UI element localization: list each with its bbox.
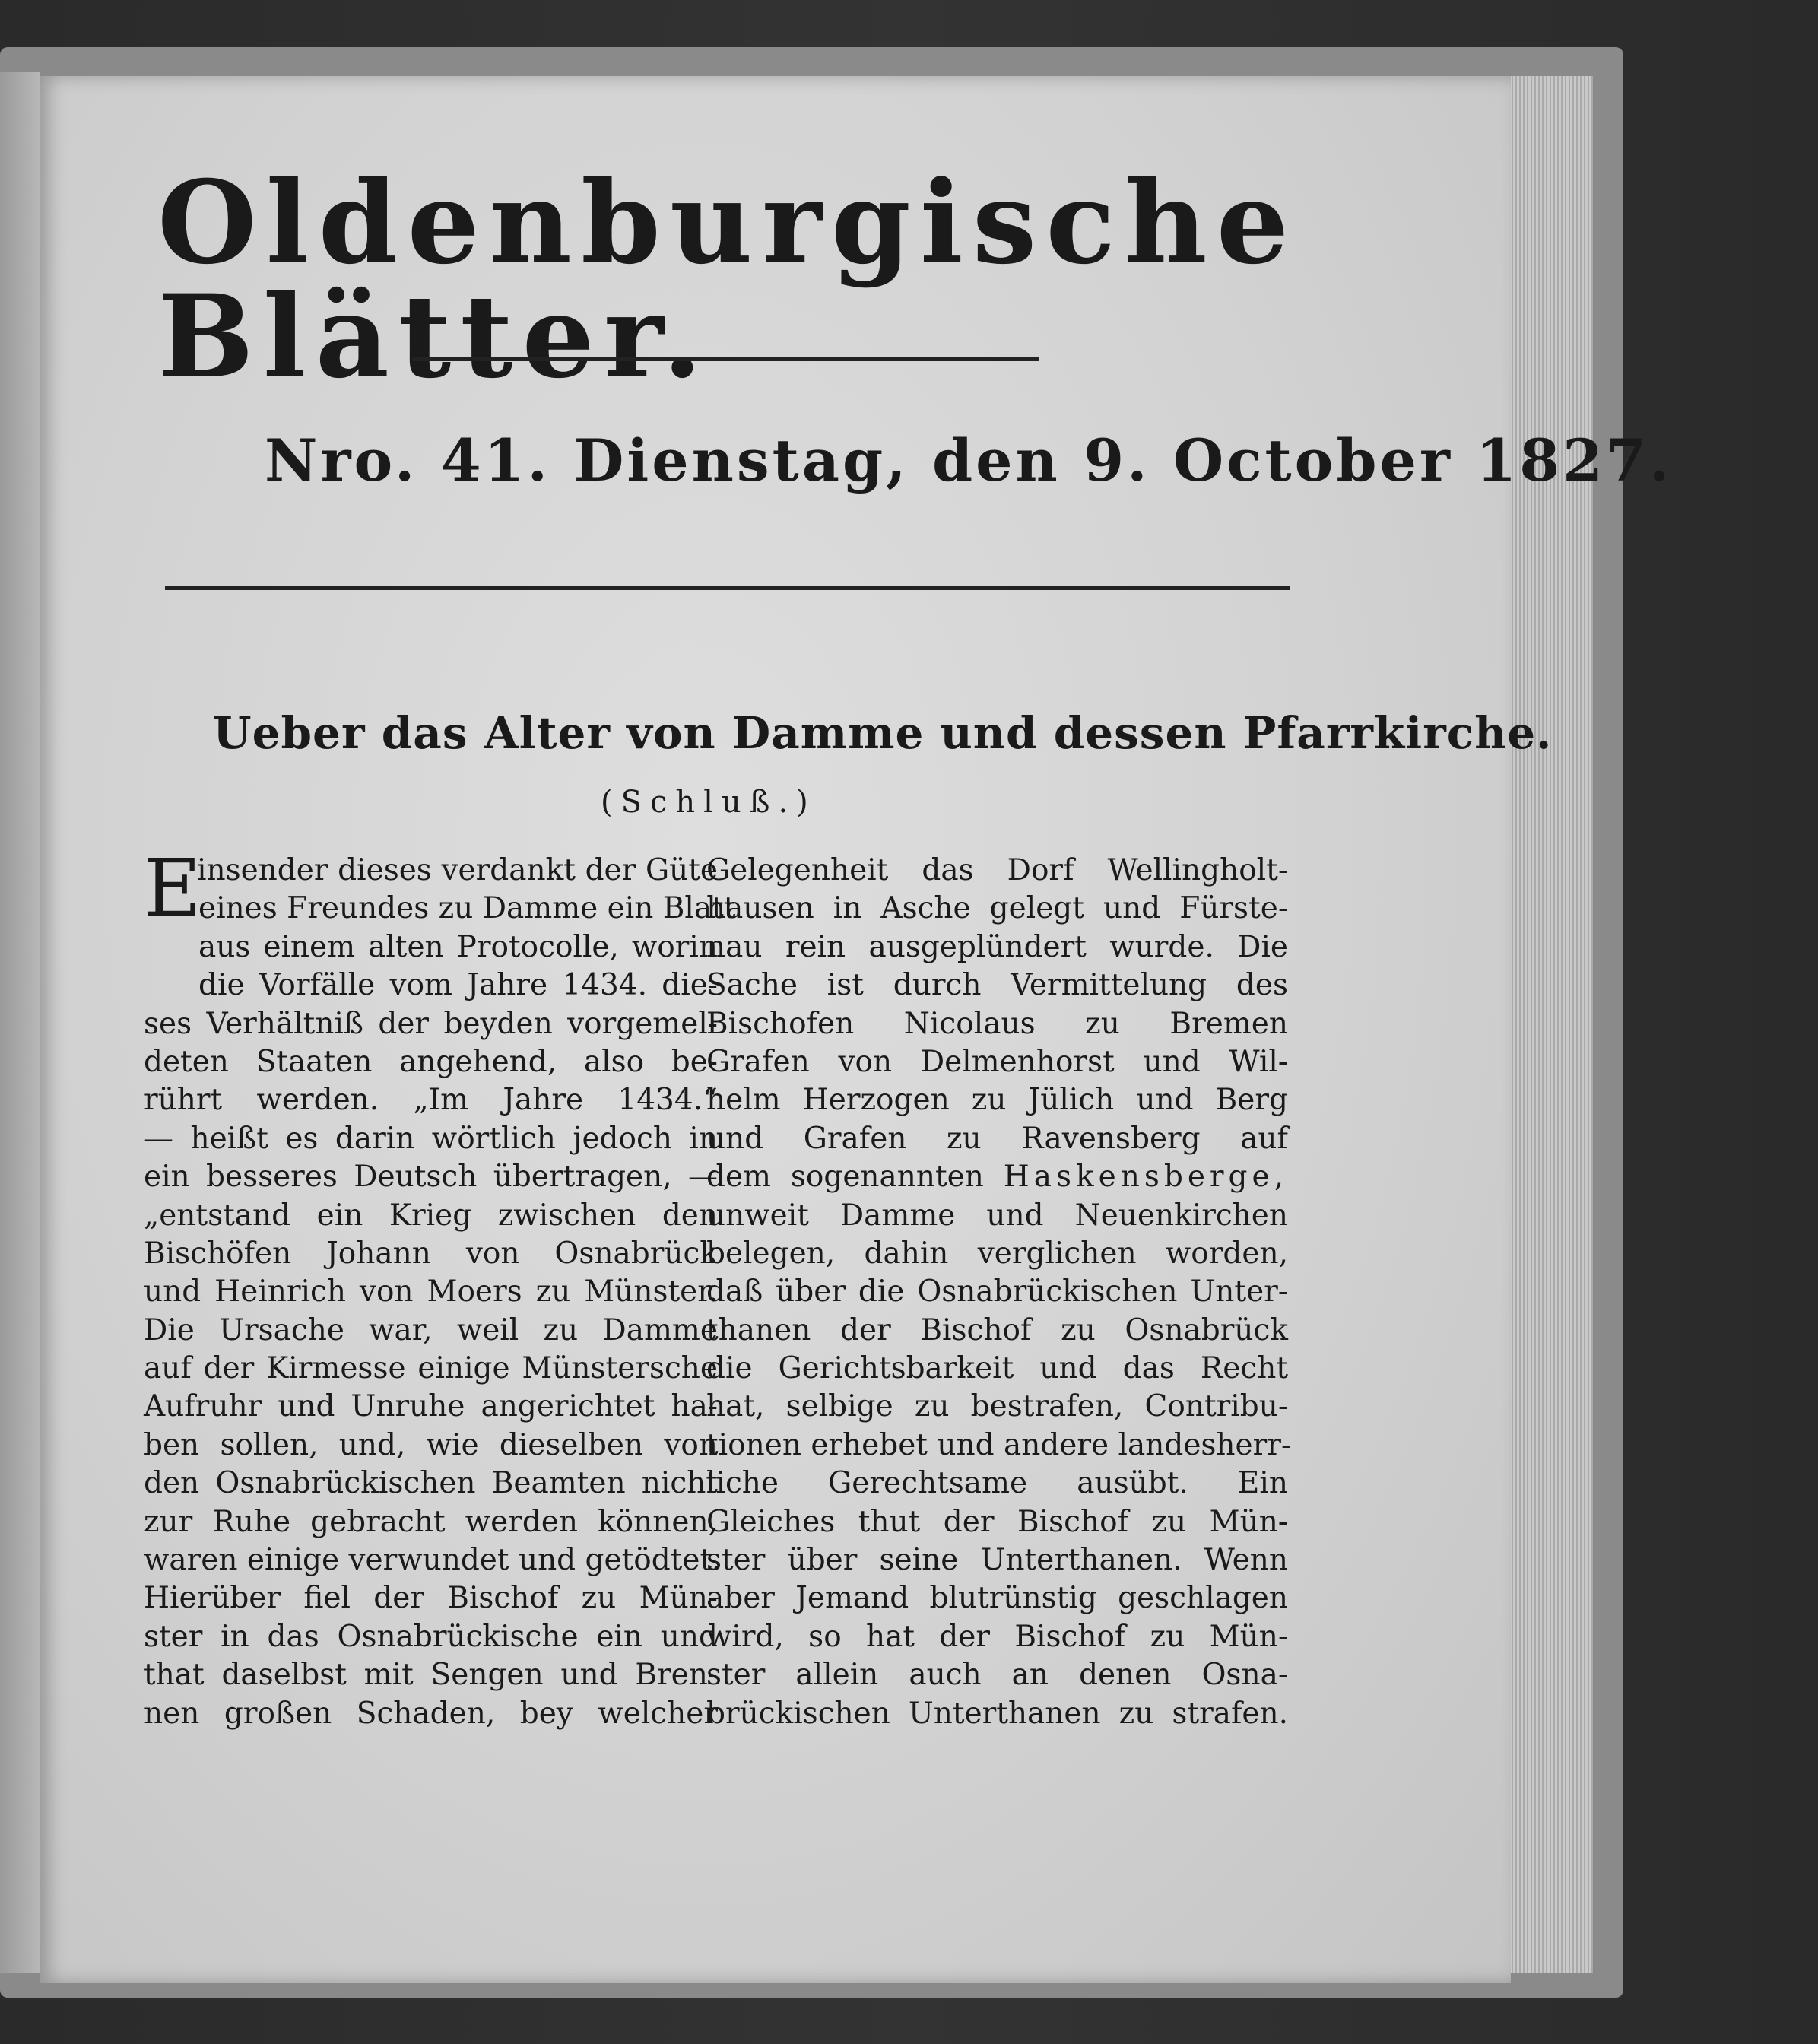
previous-page-edge (0, 72, 40, 1973)
column-line: Die Ursache war, weil zu Damme (144, 1312, 718, 1347)
column-line: zur Ruhe gebracht werden können, (144, 1504, 718, 1539)
column-line: Gelegenheit das Dorf Wellingholt- (706, 853, 1288, 887)
column-line: liche Gerechtsame ausübt. Ein (706, 1466, 1288, 1501)
place-name: Haskensberge, (1003, 1160, 1288, 1195)
place-line (706, 1158, 1288, 1196)
column-line: — heißt es darin wörtlich jedoch in (144, 1121, 718, 1156)
column-line: hausen in Asche gelegt und Fürste- (706, 891, 1288, 926)
first-line-text: insender dieses verdankt der Güte (197, 853, 718, 887)
article-title: Ueber das Alter von Damme und dessen Pfarrkirche. (213, 707, 1553, 759)
article-subtitle: (Schluß.) (601, 785, 817, 820)
right-column (706, 852, 1292, 1733)
column-line: ster allein auch an denen Osna- (706, 1658, 1288, 1693)
column-line: Hierüber fiel der Bischof zu Mün- (144, 1581, 718, 1616)
column-line: nen großen Schaden, bey welcher (144, 1696, 718, 1731)
column-line: aber Jemand blutrünstig geschlagen (706, 1581, 1288, 1616)
column-line: rührt werden. „Im Jahre 1434.“ (144, 1083, 718, 1118)
column-line: „entstand ein Krieg zwischen den (144, 1198, 718, 1233)
column-line: brückischen Unterthanen zu strafen. (706, 1696, 1288, 1731)
column-line: Bischöfen Johann von Osnabrück (144, 1236, 718, 1271)
column-line: wird, so hat der Bischof zu Mün- (706, 1619, 1288, 1654)
issue-rule (165, 586, 1290, 590)
column-line: daß über die Osnabrückischen Unter- (706, 1274, 1288, 1309)
column-line: Gleiches thut der Bischof zu Mün- (706, 1504, 1288, 1539)
column-line: waren einige verwundet und getödtet. (144, 1543, 722, 1578)
column-line: den Osnabrückischen Beamten nicht (144, 1466, 718, 1501)
column-line: thanen der Bischof zu Osnabrück (706, 1312, 1288, 1347)
column-line: auf der Kirmesse einige Münstersche (144, 1351, 718, 1386)
column-line: und Heinrich von Moers zu Münster. (144, 1274, 718, 1309)
issue-line: Nro. 41. Dienstag, den 9. October 1827. (265, 427, 1673, 494)
left-column (144, 842, 736, 1733)
column-line: hat, selbige zu bestrafen, Contribu- (706, 1389, 1288, 1424)
column-line: belegen, dahin verglichen worden, (706, 1236, 1288, 1271)
column-line: helm Herzogen zu Jülich und Berg (706, 1083, 1288, 1118)
dropcap: E (144, 842, 201, 935)
column-line: ster über seine Unterthanen. Wenn (706, 1543, 1288, 1578)
column-line: die Gerichtsbarkeit und das Recht (706, 1351, 1288, 1386)
column-line: und Grafen zu Ravensberg auf (706, 1121, 1288, 1156)
column-line: Aufruhr und Unruhe angerichtet ha- (144, 1389, 718, 1424)
column-line: aus einem alten Protocolle, worin (198, 929, 718, 964)
column-line: ses Verhältniß der beyden vorgemel- (144, 1006, 718, 1041)
column-line: unweit Damme und Neuenkirchen (706, 1198, 1288, 1233)
masthead-rule (412, 357, 1039, 361)
place-line-prefix: dem sogenannten (706, 1160, 984, 1195)
column-line: deten Staaten angehend, also be- (144, 1044, 718, 1079)
newspaper-page (40, 76, 1673, 1983)
column-line: ben sollen, und, wie dieselben von (144, 1427, 718, 1462)
column-line: die Vorfälle vom Jahre 1434. die- (198, 968, 718, 1003)
column-line: that daselbst mit Sengen und Bren- (144, 1658, 718, 1693)
column-line: tionen erhebet und andere landesherr- (706, 1427, 1292, 1462)
masthead-title: Oldenburgische Blätter. (157, 156, 1299, 404)
column-line: Sache ist durch Vermittelung des (706, 968, 1288, 1003)
column-line: ster in das Osnabrückische ein und (144, 1619, 718, 1654)
column-line: ein besseres Deutsch übertragen, — (144, 1160, 718, 1195)
page-stack-edge (1502, 76, 1593, 1973)
column-line: eines Freundes zu Damme ein Blatt (198, 891, 736, 926)
column-line: Bischofen Nicolaus zu Bremen (706, 1006, 1288, 1041)
column-line: Grafen von Delmenhorst und Wil- (706, 1044, 1288, 1079)
column-line: nau rein ausgeplündert wurde. Die (706, 929, 1288, 964)
